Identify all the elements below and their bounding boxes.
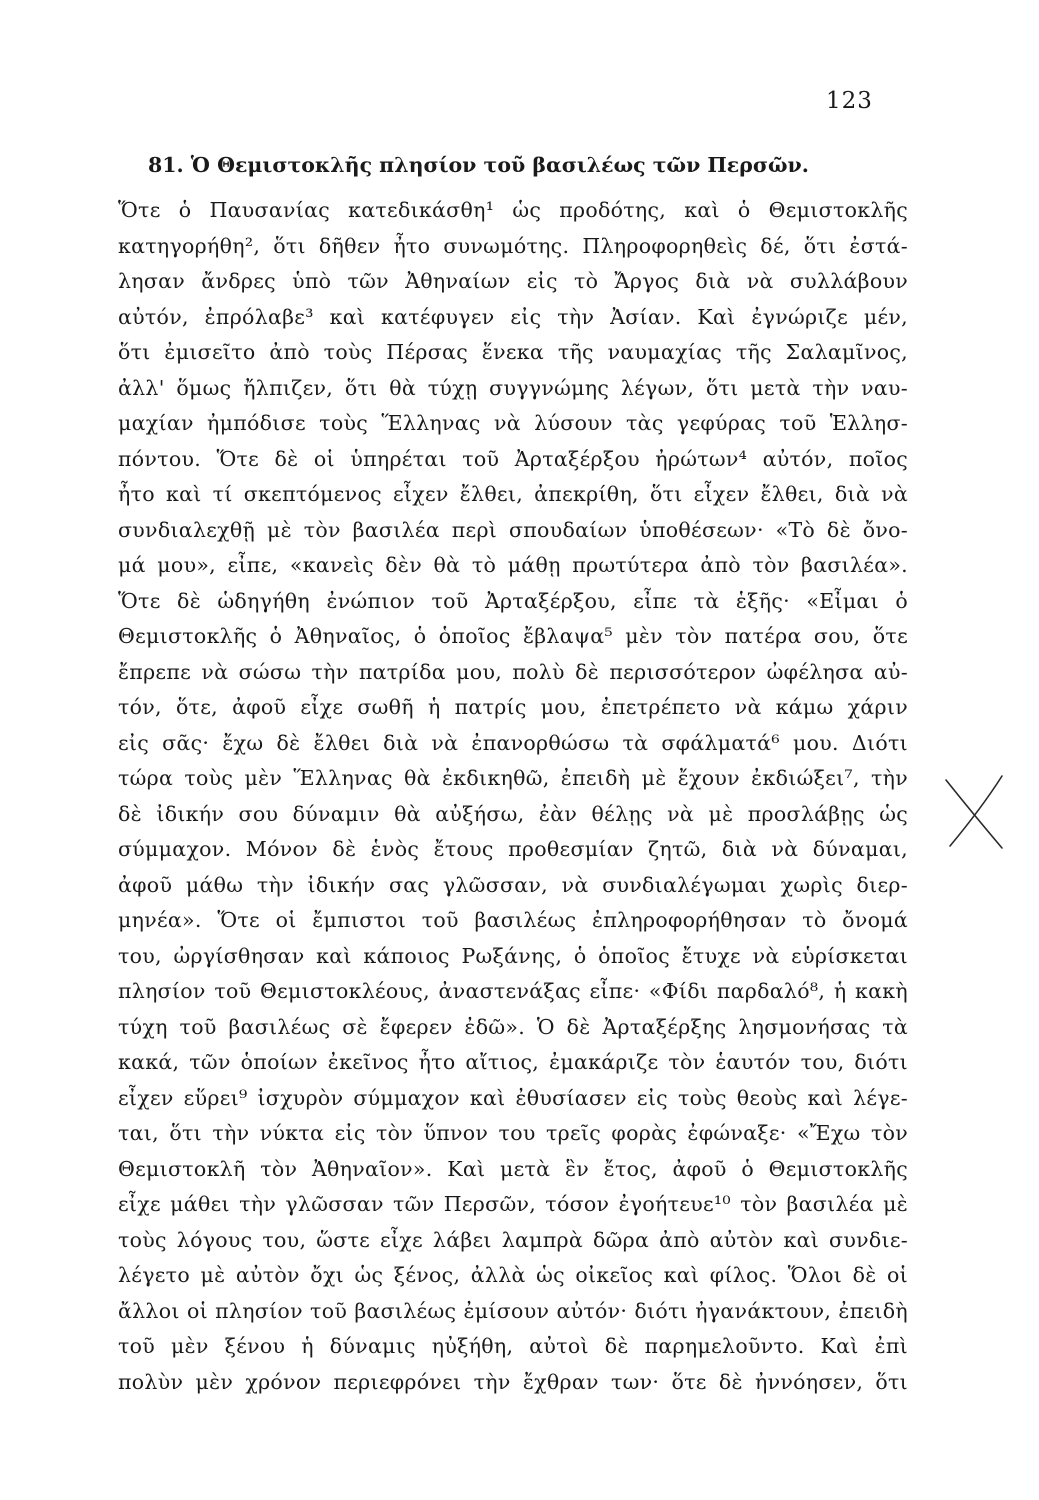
text-line: ἀφοῦ μάθω τὴν ἰδικήν σας γλῶσσαν, νὰ συνδιαλέγωμαι χωρὶς διερ- [118, 872, 908, 897]
text-line: του, ὠργίσθησαν καὶ κάποιος Ρωξάνης, ὁ ὁποῖος ἔτυχε νὰ εὑρίσκεται [118, 943, 908, 968]
text-line: δὲ ἰδικήν σου δύναμιν θὰ αὐξήσω, ἐὰν θέλῃς νὰ μὲ προσλάβῃς ὡς [118, 801, 908, 826]
text-line: ἀλλ' ὅμως ἤλπιζεν, ὅτι θὰ τύχῃ συγγνώμης λέγων, ὅτι μετὰ τὴν ναυ- [118, 375, 908, 400]
text-line: συνδιαλεχθῇ μὲ τὸν βασιλέα περὶ σπουδαίων ὑποθέσεων· «Τὸ δὲ ὄνο- [118, 517, 908, 542]
x-mark-icon [940, 772, 1008, 852]
text-line: μηνέα». Ὅτε οἱ ἔμπιστοι τοῦ βασιλέως ἐπληροφορήθησαν τὸ ὄνομά [118, 908, 908, 932]
text-line: ἄλλοι οἱ πλησίον τοῦ βασιλέως ἐμίσουν αὐτόν· διότι ἠγανάκτουν, ἐπειδὴ [118, 1298, 908, 1323]
text-line: ὅτι ἐμισεῖτο ἀπὸ τοὺς Πέρσας ἕνεκα τῆς ναυμαχίας τῆς Σαλαμῖνος, [118, 340, 908, 364]
text-line: πλησίον τοῦ Θεμιστοκλέους, ἀναστενάξας εἶπε· «Φίδι παρδαλό⁸, ἡ κακὴ [118, 979, 908, 1003]
chapter-heading: 81. Ὁ Θεμιστοκλῆς πλησίον τοῦ βασιλέως τῶν Περσῶν. [148, 153, 809, 177]
text-line: ἦτο καὶ τί σκεπτόμενος εἶχεν ἔλθει, ἀπεκρίθη, ὅτι εἶχεν ἔλθει, διὰ νὰ [118, 482, 908, 506]
text-line: λέγετο μὲ αὐτὸν ὄχι ὡς ξένος, ἀλλὰ ὡς οἰκεῖος καὶ φίλος. Ὅλοι δὲ οἱ [118, 1263, 908, 1287]
text-line: Θεμιστοκλῆ τὸν Ἀθηναῖον». Καὶ μετὰ ἓν ἔτος, ἀφοῦ ὁ Θεμιστοκλῆς [118, 1156, 908, 1181]
page-number: 123 [826, 88, 873, 114]
text-line: εἶχε μάθει τὴν γλῶσσαν τῶν Περσῶν, τόσον ἐγοήτευε¹⁰ τὸν βασιλέα μὲ [118, 1192, 908, 1216]
text-line: μά μου», εἶπε, «κανεὶς δὲν θὰ τὸ μάθῃ πρωτύτερα ἀπὸ τὸν βασιλέα». [118, 553, 908, 577]
text-line: ται, ὅτι τὴν νύκτα εἰς τὸν ὕπνον του τρεῖς φορὰς ἐφώναξε· «Ἔχω τὸν [118, 1121, 908, 1145]
text-line: εἶχεν εὕρει⁹ ἰσχυρὸν σύμμαχον καὶ ἐθυσίασεν εἰς τοὺς θεοὺς καὶ λέγε- [118, 1085, 908, 1110]
text-line: σύμμαχον. Μόνον δὲ ἑνὸς ἔτους προθεσμίαν ζητῶ, διὰ νὰ δύναμαι, [118, 837, 908, 861]
text-line: κακά, τῶν ὁποίων ἐκεῖνος ἦτο αἴτιος, ἐμακάριζε τὸν ἑαυτόν του, διότι [118, 1050, 908, 1074]
text-line: Ὅτε δὲ ὡδηγήθη ἐνώπιον τοῦ Ἀρταξέρξου, εἶπε τὰ ἑξῆς· «Εἶμαι ὁ [118, 588, 908, 613]
text-line: πολὺν μὲν χρόνον περιεφρόνει τὴν ἔχθραν των· ὅτε δὲ ἠννόησεν, ὅτι [118, 1369, 908, 1394]
text-line: τοῦ μὲν ξένου ἡ δύναμις ηὐξήθη, αὐτοὶ δὲ παρημελοῦντο. Καὶ ἐπὶ [118, 1334, 908, 1358]
text-line: μαχίαν ἠμπόδισε τοὺς Ἕλληνας νὰ λύσουν τὰς γεφύρας τοῦ Ἑλλησ- [118, 411, 908, 435]
text-line: αὐτόν, ἐπρόλαβε³ καὶ κατέφυγεν εἰς τὴν Ἀσίαν. Καὶ ἐγνώριζε μέν, [118, 304, 908, 329]
text-line: πόντου. Ὅτε δὲ οἱ ὑπηρέται τοῦ Ἀρταξέρξου ἠρώτων⁴ αὐτόν, ποῖος [118, 446, 908, 471]
body-text [118, 193, 908, 1400]
text-line: Ὅτε ὁ Παυσανίας κατεδικάσθη¹ ὡς προδότης, καὶ ὁ Θεμιστοκλῆς [118, 198, 908, 222]
text-line: τύχη τοῦ βασιλέως σὲ ἔφερεν ἐδῶ». Ὁ δὲ Ἀρταξέρξης λησμονήσας τὰ [118, 1014, 908, 1039]
text-line: ἔπρεπε νὰ σώσω τὴν πατρίδα μου, πολὺ δὲ περισσότερον ὠφέλησα αὐ- [118, 659, 908, 684]
text-line: εἰς σᾶς· ἔχω δὲ ἔλθει διὰ νὰ ἐπανορθώσω τὰ σφάλματά⁶ μου. Διότι [118, 730, 908, 755]
text-line: τώρα τοὺς μὲν Ἕλληνας θὰ ἐκδικηθῶ, ἐπειδὴ μὲ ἔχουν ἐκδιώξει⁷, τὴν [118, 766, 908, 790]
text-line: λησαν ἄνδρες ὑπὸ τῶν Ἀθηναίων εἰς τὸ Ἄργος διὰ νὰ συλλάβουν [118, 269, 908, 293]
text-line: τοὺς λόγους του, ὥστε εἶχε λάβει λαμπρὰ δῶρα ἀπὸ αὐτὸν καὶ συνδιε- [118, 1227, 908, 1252]
text-line: κατηγορήθη², ὅτι δῆθεν ἦτο συνωμότης. Πληροφορηθεὶς δέ, ὅτι ἐστά- [118, 233, 908, 258]
text-line: τόν, ὅτε, ἀφοῦ εἶχε σωθῆ ἡ πατρίς μου, ἐπετρέπετο νὰ κάμω χάριν [118, 695, 908, 719]
text-line: Θεμιστοκλῆς ὁ Ἀθηναῖος, ὁ ὁποῖος ἔβλαψα⁵ μὲν τὸν πατέρα σου, ὅτε [118, 624, 908, 648]
